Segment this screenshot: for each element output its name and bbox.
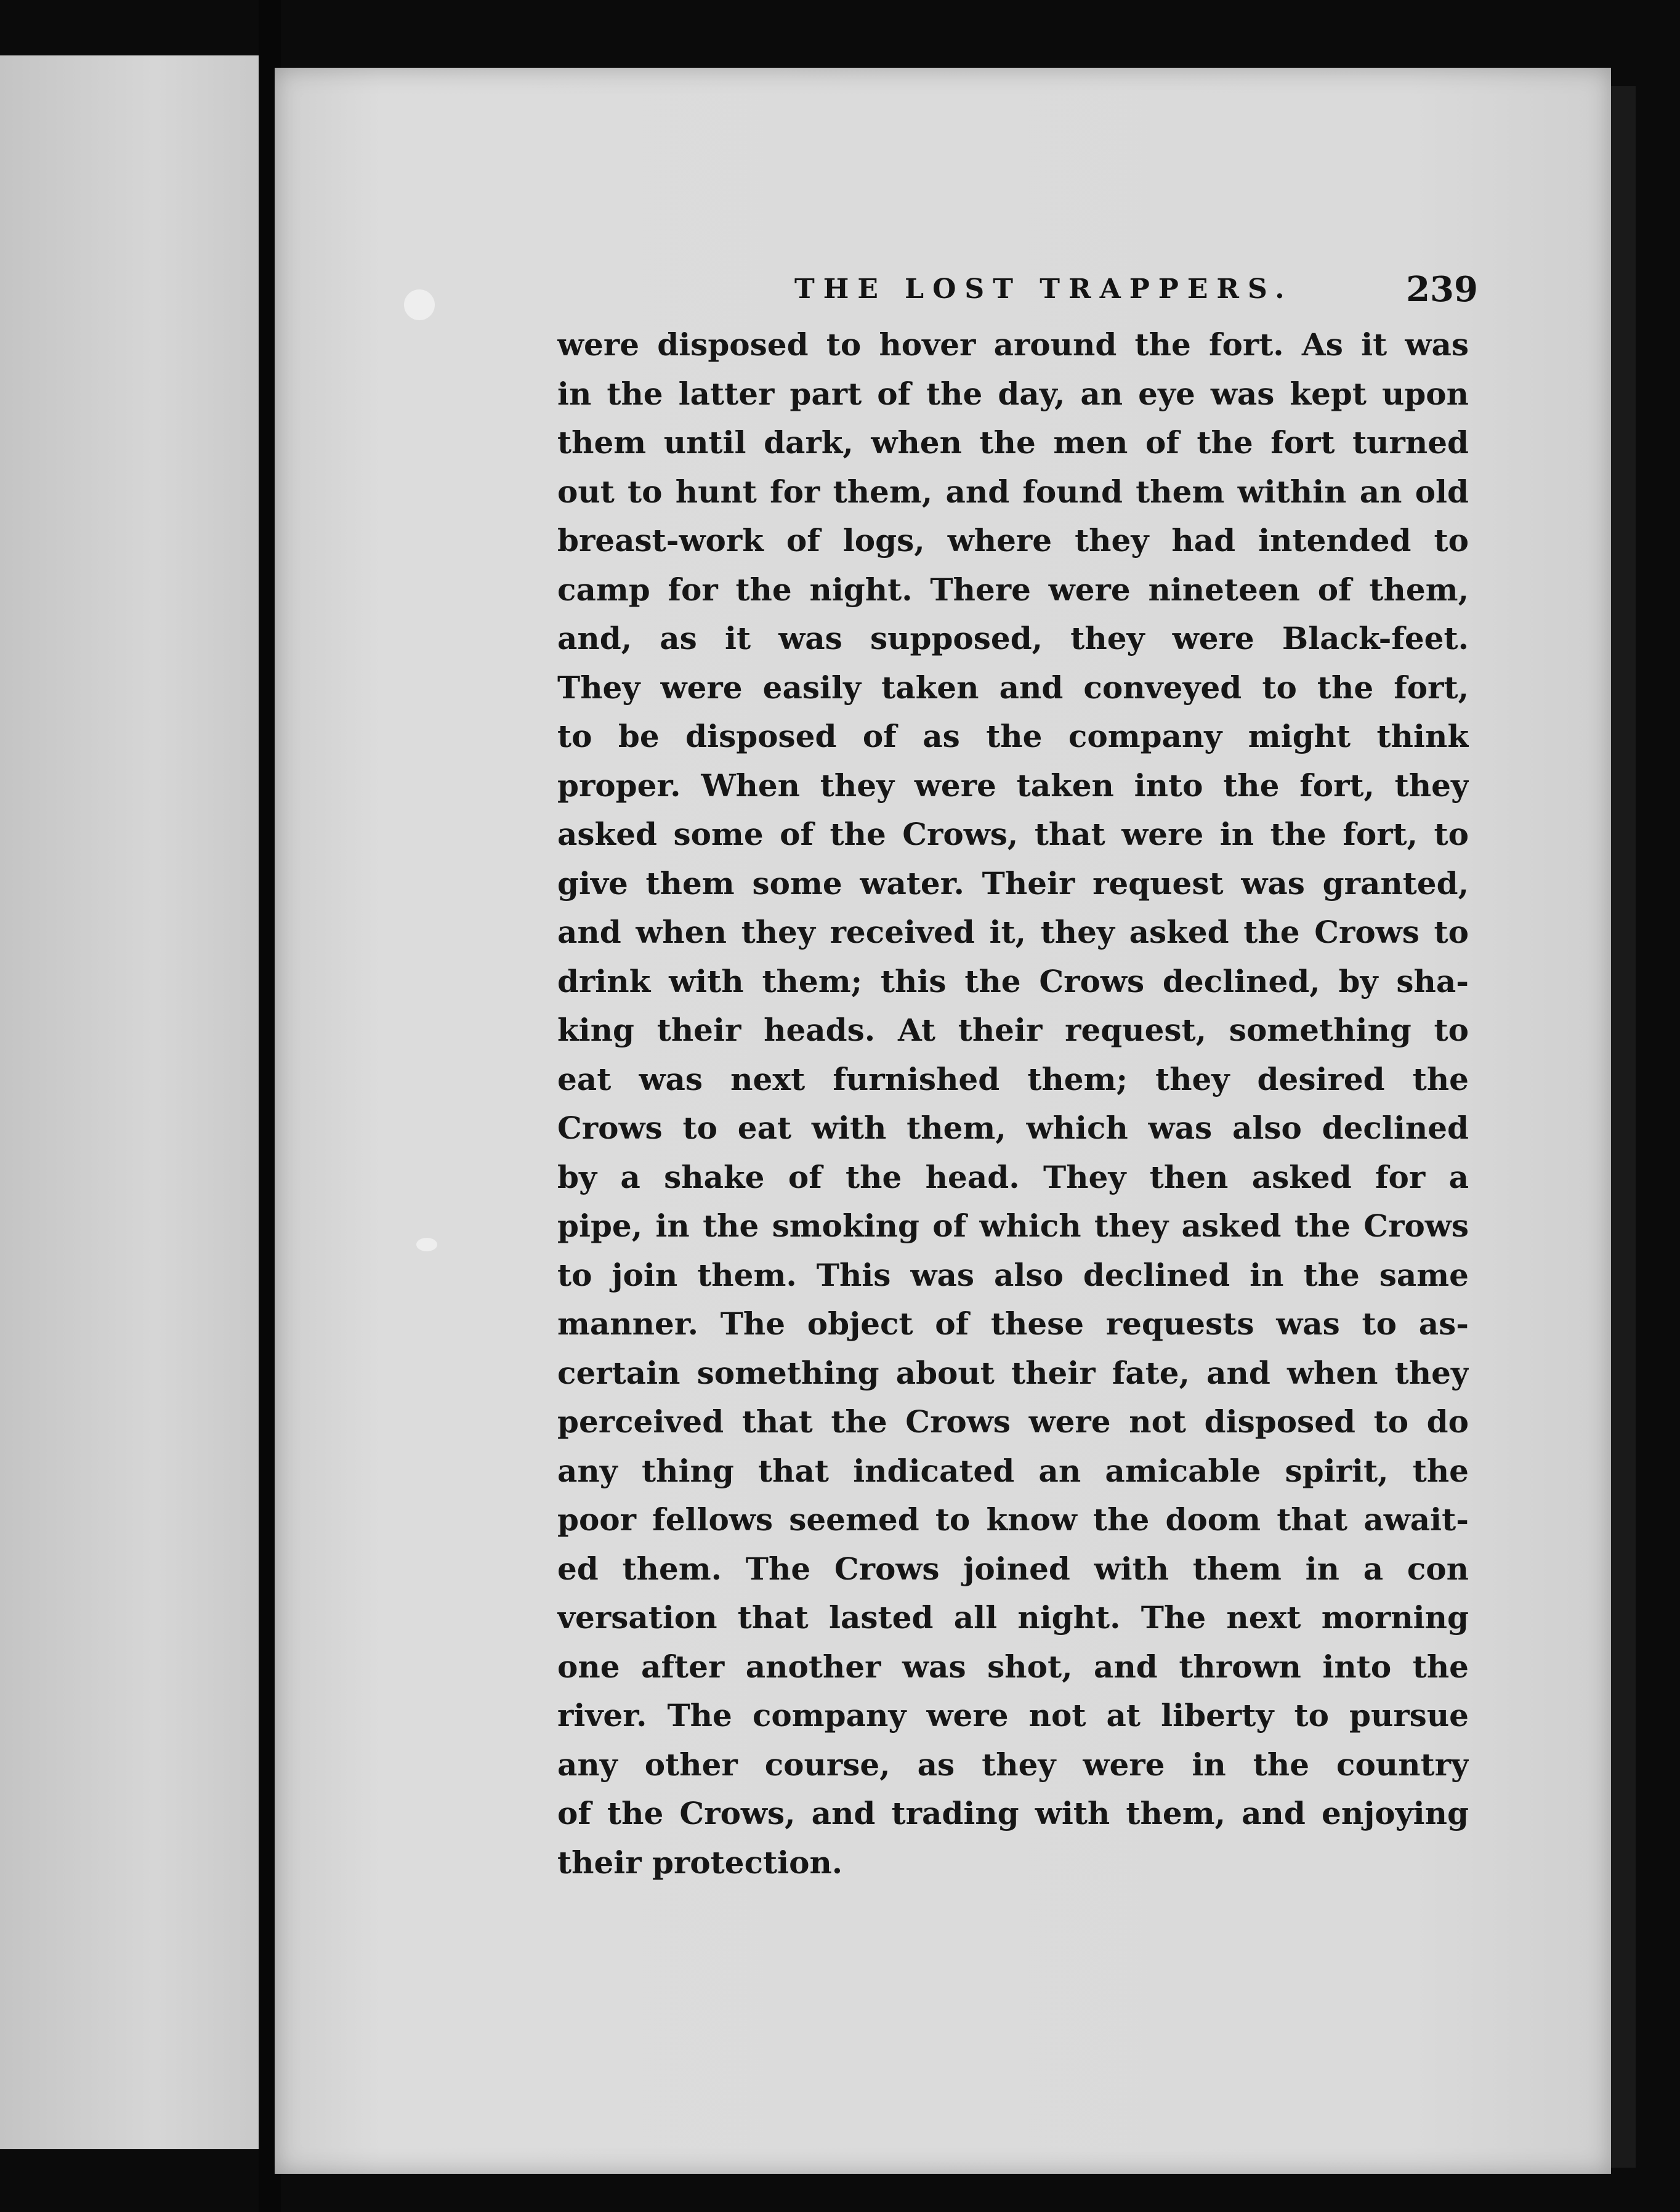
- text-line: asked some of the Crows, that were in the fort, to: [557, 816, 1469, 852]
- text-line: give them some water. Their request was granted,: [557, 865, 1469, 902]
- text-line: They were easily taken and conveyed to the fort,: [557, 669, 1469, 706]
- text-line: their protection.: [557, 1844, 843, 1881]
- text-line: versation that lasted all night. The next morning: [557, 1599, 1469, 1636]
- text-line: pipe, in the smoking of which they asked the Crows: [557, 1208, 1469, 1244]
- running-title: THE LOST TRAPPERS.: [794, 273, 1293, 305]
- text-line: Crows to eat with them, which was also declined: [557, 1110, 1469, 1146]
- text-line: ed them. The Crows joined with them in a con: [557, 1550, 1469, 1587]
- paper-speck: [404, 289, 435, 320]
- page-header: [794, 265, 1478, 314]
- text-line: breast-work of logs, where they had intended to: [557, 522, 1469, 559]
- text-line: to join them. This was also declined in the same: [557, 1256, 1469, 1293]
- text-line: of the Crows, and trading with them, and enjoying: [557, 1795, 1469, 1831]
- text-line: them until dark, when the men of the fort turned: [557, 424, 1469, 461]
- text-line: camp for the night. There were nineteen of them,: [557, 571, 1469, 608]
- text-line: any other course, as they were in the country: [557, 1746, 1469, 1783]
- text-line: perceived that the Crows were not disposed to do: [557, 1403, 1469, 1440]
- page-number: 239: [1406, 269, 1478, 310]
- text-line: king their heads. At their request, something to: [557, 1012, 1469, 1048]
- text-line: to be disposed of as the company might think: [557, 718, 1469, 754]
- text-line: out to hunt for them, and found them within an old: [557, 473, 1469, 510]
- text-line: manner. The object of these requests was to as-: [557, 1306, 1469, 1342]
- text-line: proper. When they were taken into the fort, they: [557, 767, 1469, 804]
- body-text: [557, 320, 1469, 1887]
- text-line: one after another was shot, and thrown into the: [557, 1648, 1469, 1685]
- text-line: in the latter part of the day, an eye was kept upon: [557, 375, 1469, 412]
- text-line: any thing that indicated an amicable spirit, the: [557, 1452, 1469, 1489]
- text-line: by a shake of the head. They then asked for a: [557, 1158, 1469, 1195]
- text-line: river. The company were not at liberty to pursue: [557, 1697, 1469, 1734]
- text-line: and when they received it, they asked the Crows to: [557, 914, 1469, 950]
- page-edge-shadow: [1611, 86, 1636, 2168]
- paper-speck: [416, 1238, 437, 1251]
- text-line: drink with them; this the Crows declined, by sha-: [557, 963, 1469, 999]
- text-line: poor fellows seemed to know the doom that await-: [557, 1501, 1469, 1538]
- text-line: certain something about their fate, and when they: [557, 1354, 1469, 1391]
- facing-page-left: [0, 55, 259, 2149]
- text-line: and, as it was supposed, they were Black-feet.: [557, 620, 1469, 656]
- text-line: eat was next furnished them; they desired the: [557, 1060, 1469, 1097]
- text-line: were disposed to hover around the fort. As it was: [557, 326, 1469, 363]
